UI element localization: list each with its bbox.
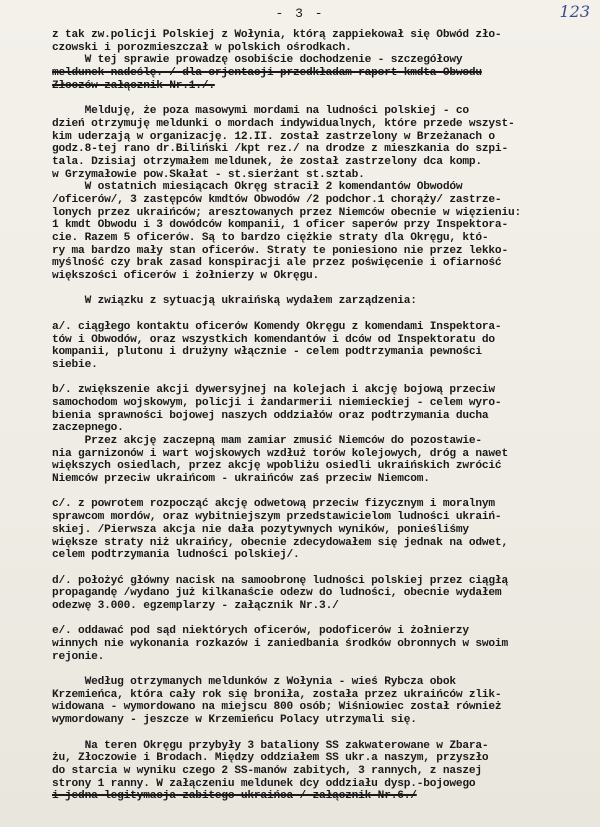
- blank-line: [52, 727, 598, 740]
- struck-text-line: i jedna legitymacja zabitego ukraińca / załącznik Nr.6./: [52, 790, 417, 803]
- struck-text-line: meldunek nadeślę. / dla orjentacji przedkładam raport kmdta Obwodu: [52, 67, 482, 80]
- text-line: celem podtrzymania ludności polskiej/.: [52, 549, 300, 562]
- text-line: żu, Złoczowie i Brodach. Między oddziałem SS ukr.a naszym, przyszło: [52, 752, 489, 765]
- text-line: Niemców przeciw ukraińcom - ukraińców zaś przeciw Niemcom.: [52, 473, 430, 486]
- text-line: Krzemieńca, która cały rok się broniła, została przez ukraińców zlik-: [52, 688, 502, 701]
- text-line: rejonie.: [52, 650, 105, 663]
- blank-line: [52, 486, 598, 499]
- text-line: W ostatnich miesiącach Okręg stracił 2 komendantów Obwodów: [52, 181, 463, 194]
- text-line: samochodom wojskowym, policji i żandarmerii niemieckiej - celem wyro-: [52, 396, 502, 409]
- text-line: odezwę 3.000. egzemplarzy - załącznik Nr.3./: [52, 599, 339, 612]
- text-line: kim uderzają w organizację. 12.II. został zastrzelony w Brzeżanach o: [52, 130, 495, 143]
- text-line: ry ma bardzo mały stan oficerów. Straty te poniesiono nie przez lekko-: [52, 244, 508, 257]
- text-line: winnych nie wykonania rozkazów i zaniedbania środków obronnych w swoim: [52, 638, 508, 650]
- blank-line: [52, 283, 598, 296]
- text-line: dzień otrzymuję meldunki o mordach indywidualnych, które przede wszyst-: [52, 117, 515, 130]
- blank-line: [52, 92, 598, 105]
- page-number: - 3 -: [275, 6, 325, 21]
- text-line: zaczepnego.: [52, 422, 124, 435]
- text-line: skiej. /Pierwsza akcja nie dała pozytywnych wyników, ponieśliśmy: [52, 523, 469, 536]
- text-line: z tak zw.policji Polskiej z Wołynia, którą zappiekował się Obwód zło-: [52, 29, 502, 41]
- text-line: /oficerów/, 3 zastępców kmdtów Obwodów /2 podchor.1 chorąży/ zastrze-: [52, 193, 502, 206]
- text-line: 1 kmdt Obwodu i 3 dowódców kompanii, 1 oficer saperów przy Inspektora-: [52, 219, 508, 232]
- text-line: tala. Dzisiaj otrzymałem meldunek, że został zastrzelony dca komp.: [52, 155, 482, 168]
- text-line: bienia sprawności bojowej naszych oddziałów oraz podtrzymania ducha: [52, 409, 489, 422]
- blank-line: [52, 372, 598, 385]
- text-line: a/. ciągłego kontaktu oficerów Komendy Okręgu z komendami Inspektora-: [52, 320, 502, 333]
- text-line: większych osiedlach, przez akcję wpobliżu osiedli ukraińskich zwrócić: [52, 460, 502, 473]
- text-line: lonych przez ukraińców; aresztowanych przez Niemców obecnie w więzieniu:: [52, 206, 521, 219]
- text-line: b/. zwiększenie akcji dywersyjnej na kolejach i akcję bojową przeciw: [52, 384, 495, 397]
- text-line: nia garnizonów i wart wojskowych wzdłuż torów kolejowych, dróg a nawet: [52, 447, 508, 460]
- text-line: kompanii, plutonu i drużyny włącznie - celem podtrzymania pewności: [52, 346, 482, 359]
- text-line: wymordowany - jeszcze w Krzemieńcu Polacy utrzymali się.: [52, 714, 417, 727]
- text-line: czowski i porozmieszczał w polskich ośrodkach.: [52, 41, 352, 54]
- text-line: Na teren Okręgu przybyły 3 bataliony SS zakwaterowane w Zbara-: [52, 739, 489, 752]
- text-line: tów i Obwodów, oraz wszystkich komendantów i dców od Inspektoratu do: [52, 333, 495, 346]
- document-body: [52, 29, 598, 803]
- blank-line: [52, 613, 598, 626]
- text-line: W tej sprawie prowadzę osobiście dochodzenie - szczegółowy: [52, 54, 463, 67]
- blank-line: [52, 663, 598, 676]
- text-line: myślność czy brak zasad konspiracji ale przez poświęcenie i ofiarność: [52, 257, 502, 270]
- text-line: Według otrzymanych meldunków z Wołynia - wieś Rybcza obok: [52, 676, 456, 689]
- text-line: d/. położyć główny nacisk na samoobronę ludności polskiej przez ciągłą: [52, 574, 508, 587]
- text-line: Melduję, że poza masowymi mordami na ludności polskiej - co: [52, 105, 469, 118]
- blank-line: [52, 562, 598, 575]
- text-line: widowana - wymordowano na miejscu 800 osób; Wiśniowiec został również: [52, 701, 502, 714]
- text-line: strony 1 ranny. W załączeniu meldunek dcy oddziału dysp.-bojowego: [52, 777, 476, 790]
- text-line: godz.8-tej rano dr.Biliński /kpt rez./ na drodze z mieszkania do szpi-: [52, 143, 508, 156]
- text-line: cie. Razem 5 oficerów. Są to bardzo ciężkie straty dla Okręgu, któ-: [52, 232, 489, 244]
- text-line: do starcia w wyniku czego 2 SS-manów zabitych, 3 rannych, z naszej: [52, 764, 482, 777]
- text-line: propagandę /wydano już kilkanaście odezw do ludności, obecnie wydałem: [52, 587, 502, 600]
- text-line: większe straty niż ukraińcy, obecnie zdecydowałem się jednak na odwet,: [52, 536, 508, 549]
- text-line: większości oficerów i żołnierzy w Okręgu.: [52, 270, 320, 283]
- struck-text-line: Złoczów załącznik Nr.1./.: [52, 79, 215, 92]
- text-line: siebie.: [52, 358, 98, 371]
- text-line: w Grzymałowie pow.Skałat - st.sierżant st.sztab.: [52, 168, 365, 181]
- text-line: W związku z sytuacją ukraińską wydałem zarządzenia:: [52, 295, 417, 308]
- text-line: e/. oddawać pod sąd niektórych oficerów, podoficerów i żołnierzy: [52, 625, 469, 638]
- text-line: sprawcom mordów, oraz wybitniejszym przedstawicielom ludności ukraiń-: [52, 511, 502, 524]
- blank-line: [52, 308, 598, 321]
- text-line: c/. z powrotem rozpocząć akcję odwetową przeciw fizycznym i moralnym: [52, 498, 495, 511]
- archive-number-handwritten: 123: [559, 2, 590, 21]
- text-line: Przez akcję zaczepną mam zamiar zmusić Niemców do pozostawie-: [52, 435, 482, 447]
